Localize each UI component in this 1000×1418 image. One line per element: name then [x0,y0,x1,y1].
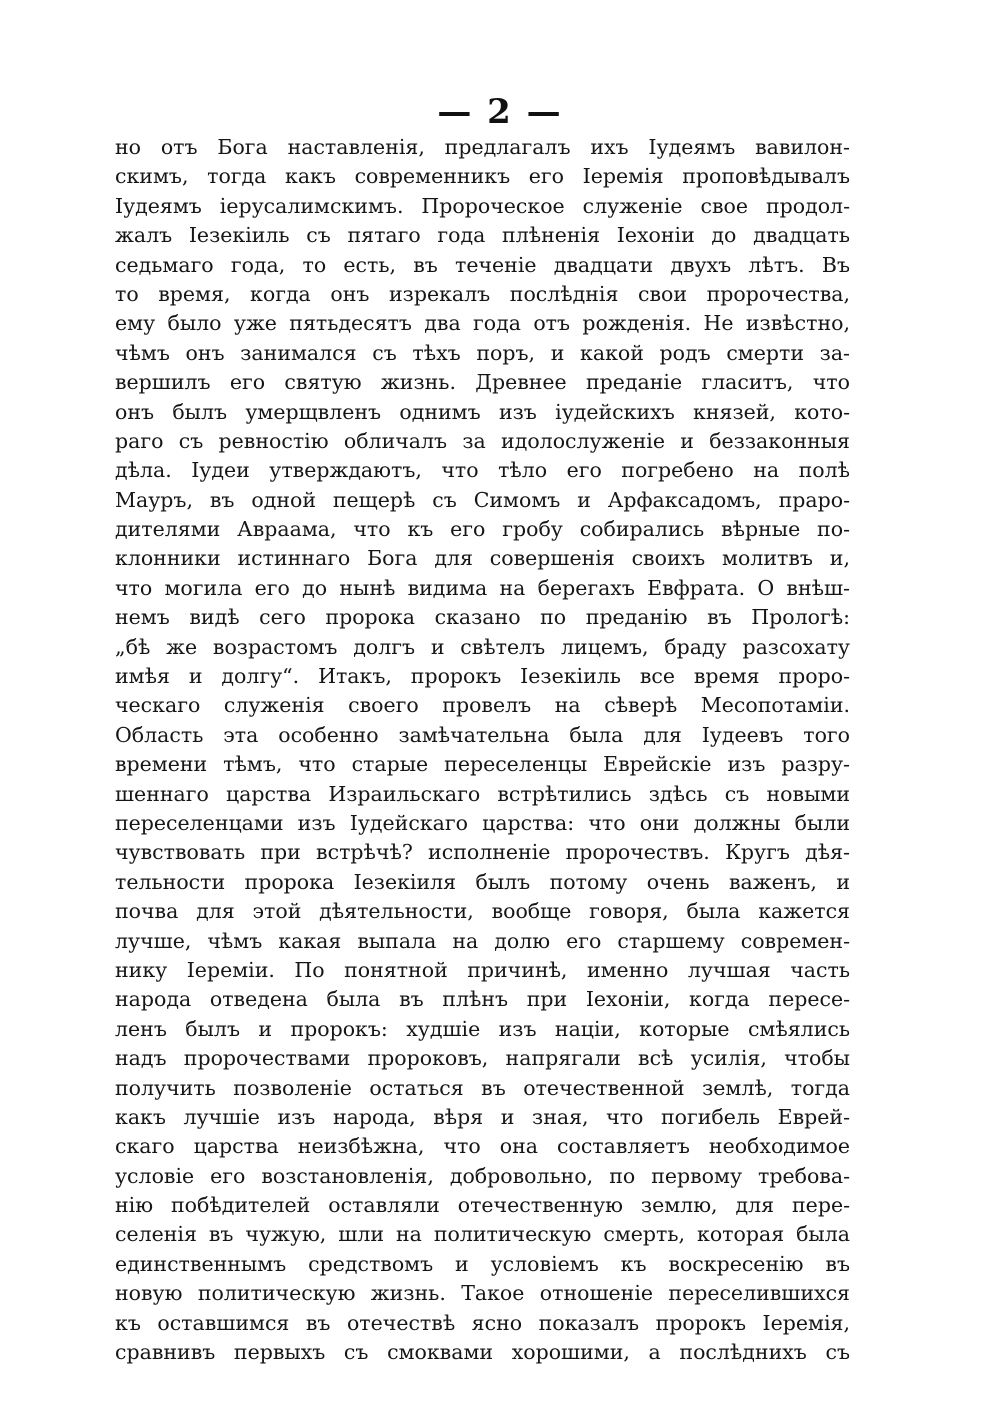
text-line: имѣя и долгу“. Итакъ, пророкъ Іезекіиль все время проро- [115,664,850,689]
text-line: ческаго служенія своего провелъ на сѣверѣ Месопотаміи. [115,693,850,718]
text-line: тельности пророка Іезекіиля былъ потому очень важенъ, и [115,869,850,894]
text-line: немъ видѣ сего пророка сказано по преданію въ Прологѣ: [115,605,850,630]
text-line: нію побѣдителей оставляли отечественную землю, для пере- [115,1193,850,1218]
text-line: переселенцами изъ Іудейскаго царства: что они должны были [115,810,850,835]
body-text [115,133,850,1367]
text-line: единственнымъ средствомъ и условіемъ къ воскресенію въ [115,1251,850,1276]
text-line: то время, когда онъ изрекалъ послѣднія свои пророчества, [115,281,850,306]
text-line: селенія въ чужую, шли на политическую смерть, которая была [115,1222,850,1247]
text-line: къ оставшимся въ отечествѣ ясно показалъ пророкъ Іеремія, [115,1310,850,1335]
text-line: нику Іереміи. По понятной причинѣ, именно лучшая часть [115,957,850,982]
text-line: клонники истиннаго Бога для совершенія своихъ молитвъ и, [115,546,850,571]
text-line: ему было уже пятьдесятъ два года отъ рожденія. Не извѣстно, [115,311,850,336]
text-line: Мауръ, въ одной пещерѣ съ Симомъ и Арфаксадомъ, праро- [115,487,850,512]
text-line: надъ пророчествами пророковъ, напрягали всѣ усилія, чтобы [115,1046,850,1071]
text-line: скаго царства неизбѣжна, что она составляетъ необходимое [115,1134,850,1159]
text-line: чувствовать при встрѣчѣ? исполненіе пророчествъ. Кругъ дѣя- [115,840,850,865]
text-line: почва для этой дѣятельности, вообще говоря, была кажется [115,899,850,924]
text-line: скимъ, тогда какъ современникъ его Іеремія проповѣдывалъ [115,164,850,189]
text-line: Іудеямъ іерусалимскимъ. Пророческое служеніе свое продол- [115,193,850,218]
text-line: чѣмъ онъ занимался съ тѣхъ поръ, и какой родъ смерти за- [115,340,850,365]
text-line: седьмаго года, то есть, въ теченіе двадцати двухъ лѣтъ. Въ [115,252,850,277]
text-line: жалъ Іезекіиль съ пятаго года плѣненія Іехоніи до двадцать [115,223,850,248]
page-number: — 2 — [437,92,563,132]
text-line: шеннаго царства Израильскаго встрѣтились здѣсь съ новыми [115,781,850,806]
text-line: вершилъ его святую жизнь. Древнее преданіе гласитъ, что [115,370,850,395]
text-line: народа отведена была въ плѣнъ при Іехоніи, когда пересе- [115,987,850,1012]
text-line: ленъ былъ и пророкъ: худшіе изъ націи, которые смѣялись [115,1016,850,1041]
text-line: получить позволеніе остаться въ отечественной землѣ, тогда [115,1075,850,1100]
text-line: Область эта особенно замѣчательна была для Іудеевъ того [115,722,850,747]
text-line: сравнивъ первыхъ съ смоквами хорошими, а послѣднихъ съ [115,1340,850,1365]
text-line: какъ лучшіе изъ народа, вѣря и зная, что погибель Еврей- [115,1104,850,1129]
text-line: „бѣ же возрастомъ долгъ и свѣтелъ лицемъ, браду разсохату [115,634,850,659]
text-line: времени тѣмъ, что старые переселенцы Еврейскіе изъ разру- [115,752,850,777]
text-line: новую политическую жизнь. Такое отношеніе переселившихся [115,1281,850,1306]
text-line: раго съ ревностію обличалъ за идолослуженіе и беззаконныя [115,428,850,453]
text-line: условіе его возстановленія, добровольно, по первому требова- [115,1163,850,1188]
text-line: онъ былъ умерщвленъ однимъ изъ іудейскихъ князей, кото- [115,399,850,424]
text-line: дителями Авраама, что къ его гробу собирались вѣрные по- [115,517,850,542]
text-line: что могила его до нынѣ видима на берегахъ Евфрата. О внѣш- [115,575,850,600]
text-line: лучше, чѣмъ какая выпала на долю его старшему современ- [115,928,850,953]
text-line: дѣла. Іудеи утверждаютъ, что тѣло его погребено на полѣ [115,458,850,483]
text-line: но отъ Бога наставленія, предлагалъ ихъ Іудеямъ вавилон- [115,135,850,159]
